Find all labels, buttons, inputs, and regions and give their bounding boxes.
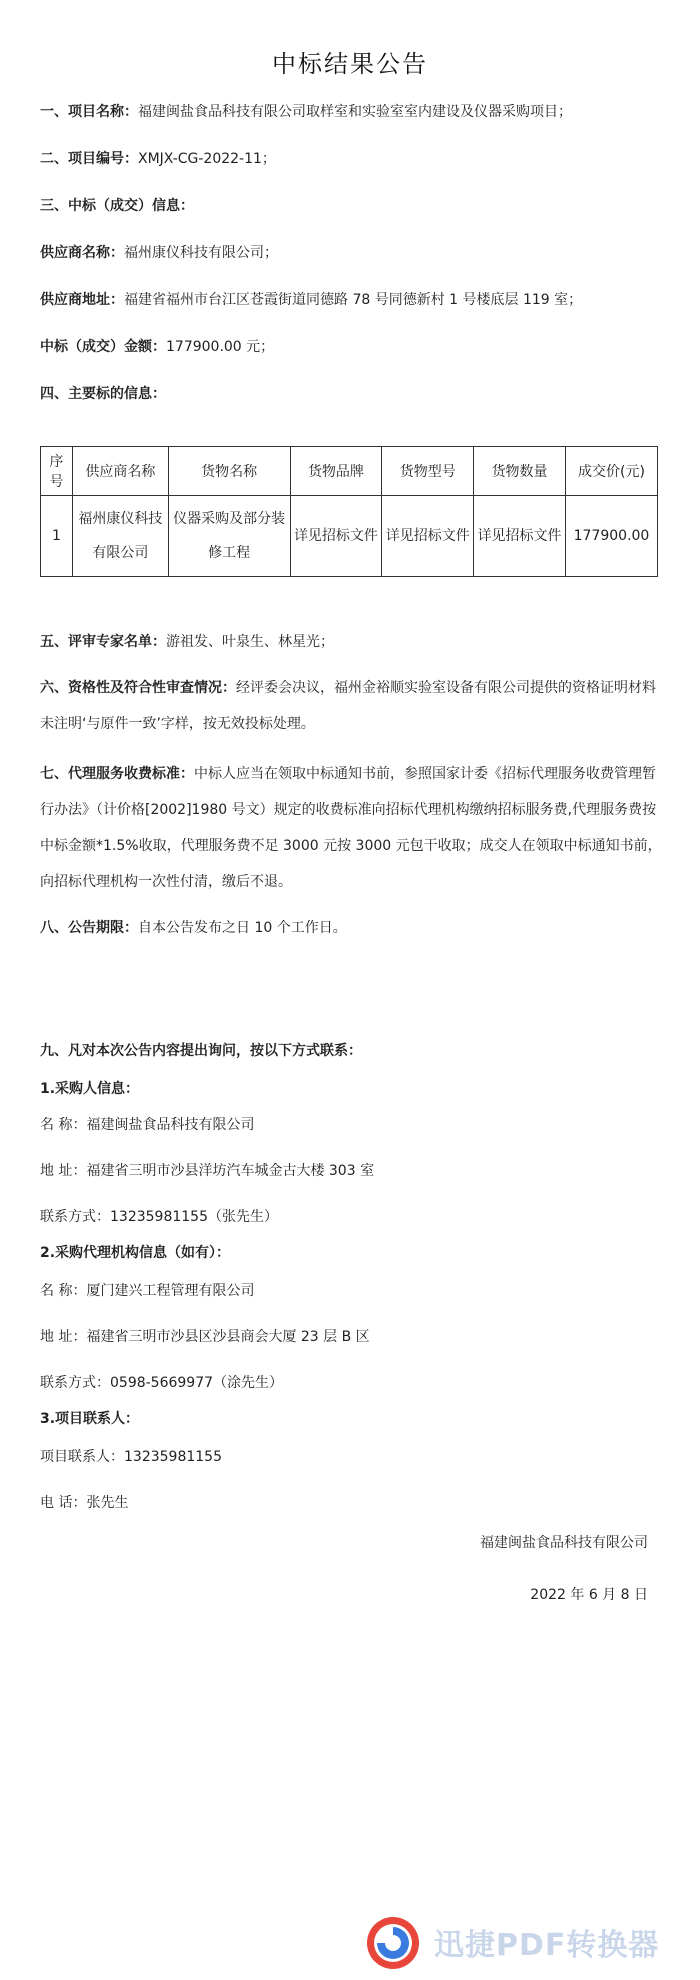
table-header-cell: 货物品牌: [290, 447, 382, 496]
main-subject-heading: 四、主要标的信息：: [40, 386, 166, 402]
table-cell: 1: [41, 496, 73, 577]
table-header-cell: 序号: [41, 447, 73, 496]
table-cell: 详见招标文件: [474, 496, 566, 577]
agency-heading: 2.采购代理机构信息（如有）：: [40, 1245, 231, 1261]
agency-contact: 联系方式：0598-5669977（涂先生）: [40, 1375, 284, 1391]
project-name: 一、项目名称：福建闽盐食品科技有限公司取样室和实验室室内建设及仪器采购项目；: [40, 104, 572, 120]
project-number: 二、项目编号：XMJX-CG-2022-11；: [40, 151, 276, 167]
contact-heading: 九、凡对本次公告内容提出询问，按以下方式联系：: [40, 1043, 362, 1059]
agency-name: 名 称：厦门建兴工程管理有限公司: [40, 1283, 255, 1299]
table-row: [41, 496, 658, 577]
table-cell: 177900.00: [565, 496, 657, 577]
agency-address: 地 址：福建省三明市沙县区沙县商会大厦 23 层 B 区: [40, 1329, 370, 1345]
signature-company: 福建闽盐食品科技有限公司: [480, 1535, 648, 1551]
bid-info-heading: 三、中标（成交）信息：: [40, 198, 194, 214]
supplier-name: 供应商名称：福州康仪科技有限公司；: [40, 245, 278, 261]
table-header-cell: 供应商名称: [72, 447, 168, 496]
pdf-converter-logo-icon: [364, 1914, 422, 1972]
announcement-period: 八、公告期限：自本公告发布之日 10 个工作日。: [40, 920, 347, 936]
table-header-cell: 货物型号: [382, 447, 474, 496]
table-header-cell: 成交价(元): [565, 447, 657, 496]
table-cell: 详见招标文件: [382, 496, 474, 577]
table-cell: 仪器采购及部分装修工程: [168, 496, 290, 577]
project-contact-person: 项目联系人：13235981155: [40, 1449, 222, 1465]
bid-table: [40, 446, 658, 577]
table-cell: 福州康仪科技有限公司: [72, 496, 168, 577]
project-contact-phone: 电 话：张先生: [40, 1495, 129, 1511]
page-title: 中标结果公告: [272, 50, 428, 78]
watermark: [364, 1914, 694, 1974]
buyer-name: 名 称：福建闽盐食品科技有限公司: [40, 1117, 255, 1133]
table-cell: 详见招标文件: [290, 496, 382, 577]
project-contact-heading: 3.项目联系人：: [40, 1411, 140, 1427]
table-header-cell: 货物名称: [168, 447, 290, 496]
table-header-row: [41, 447, 658, 496]
buyer-address: 地 址：福建省三明市沙县洋坊汽车城金古大楼 303 室: [40, 1163, 375, 1179]
supplier-address: 供应商地址：福建省福州市台江区苍霞街道同德路 78 号同德新村 1 号楼底层 119 室；: [40, 292, 583, 308]
bid-amount: 中标（成交）金额：177900.00 元；: [40, 339, 275, 355]
buyer-heading: 1.采购人信息：: [40, 1081, 140, 1097]
expert-list: 五、评审专家名单：游祖发、叶泉生、林星光；: [40, 634, 334, 650]
buyer-contact: 联系方式：13235981155（张先生）: [40, 1209, 278, 1225]
qualification-review: 六、资格性及符合性审查情况：经评委会决议，福州金裕顺实验室设备有限公司提供的资格证明材料未注明‘与原件一致’字样，按无效投标处理。: [40, 680, 656, 732]
signature-date: 2022 年 6 月 8 日: [530, 1587, 648, 1603]
agency-fee-standard: 七、代理服务收费标准：中标人应当在领取中标通知书前，参照国家计委《招标代理服务收费管理暂行办法》（计价格[2002]1980 号文）规定的收费标准向招标代理机构缴纳招标服务费,代理服务费按中标金额*1.5%收取，代理服务费不足 3000 元按 3000 元包干收取；成交人在领取中标通知书前，向招标代理机构一次性付清，缴后不退。: [40, 766, 662, 890]
watermark-text: 迅捷PDF转换器: [434, 1928, 660, 1963]
table-header-cell: 货物数量: [474, 447, 566, 496]
